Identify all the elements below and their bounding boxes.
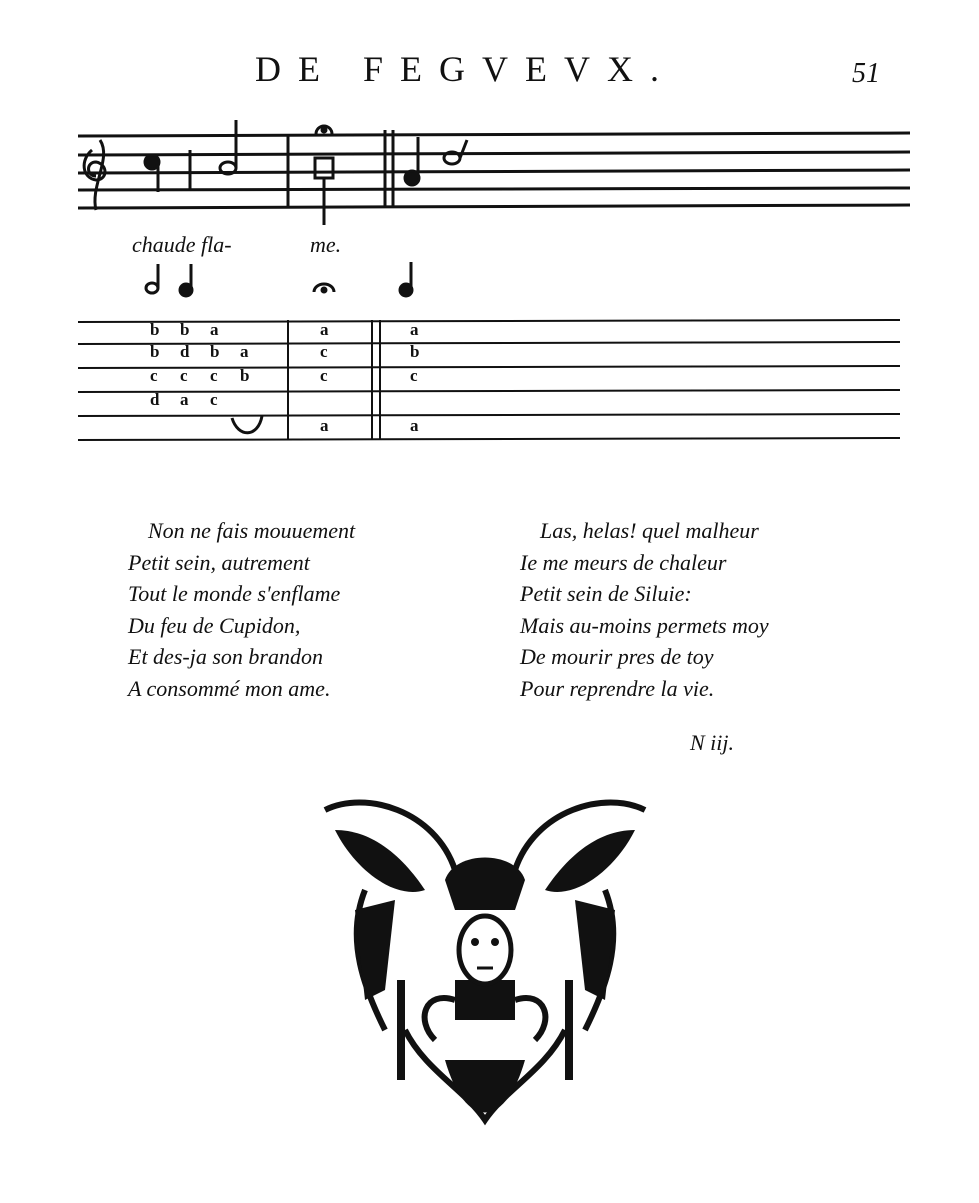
verse-line: Petit sein, autrement [128,549,310,575]
verse-left [128,515,355,704]
verse-line: Ie me meurs de chaleur [520,549,727,575]
verse-line: Pour reprendre la vie. [520,675,715,701]
tab-column-3: a b c c [210,320,220,409]
ornament-tailpiece-icon [305,790,665,1150]
rhythm-signs [146,262,412,296]
music-staff [78,133,910,208]
running-title: DE FEGVEVX. [255,49,676,89]
signature-mark: N iij. [690,730,735,755]
verse-line: Du feu de Cupidon, [128,612,301,638]
lyric-syllable-2: me. [310,232,342,257]
treble-clef-icon [84,140,105,210]
verse-line: Et des-ja son brandon [128,644,323,669]
verse-line: Las, helas! quel malheur [540,518,759,543]
tab-column-6: a b c a [410,320,420,435]
tab-column-4: a b [240,342,250,385]
tab-column-5: a c c a [320,320,329,435]
verse-line: Tout le monde s'enflame [128,581,341,606]
verse-line: Petit sein de Siluie: [520,581,692,606]
tablature-staff [78,320,900,440]
verse-line: Non ne fais mouuement [148,518,356,543]
page-number: 51 [852,58,880,89]
lyric-syllable-1: chaude fla- [132,232,232,257]
tab-column-1: b b c d [150,320,160,409]
tab-column-2: b d c a [180,320,190,409]
verse-line: A consommé mon ame. [128,675,331,701]
verse-line: De mourir pres de toy [520,644,714,669]
verse-line: Mais au-moins permets moy [520,612,769,638]
verse-right [520,515,769,704]
tie-mark [232,416,262,433]
